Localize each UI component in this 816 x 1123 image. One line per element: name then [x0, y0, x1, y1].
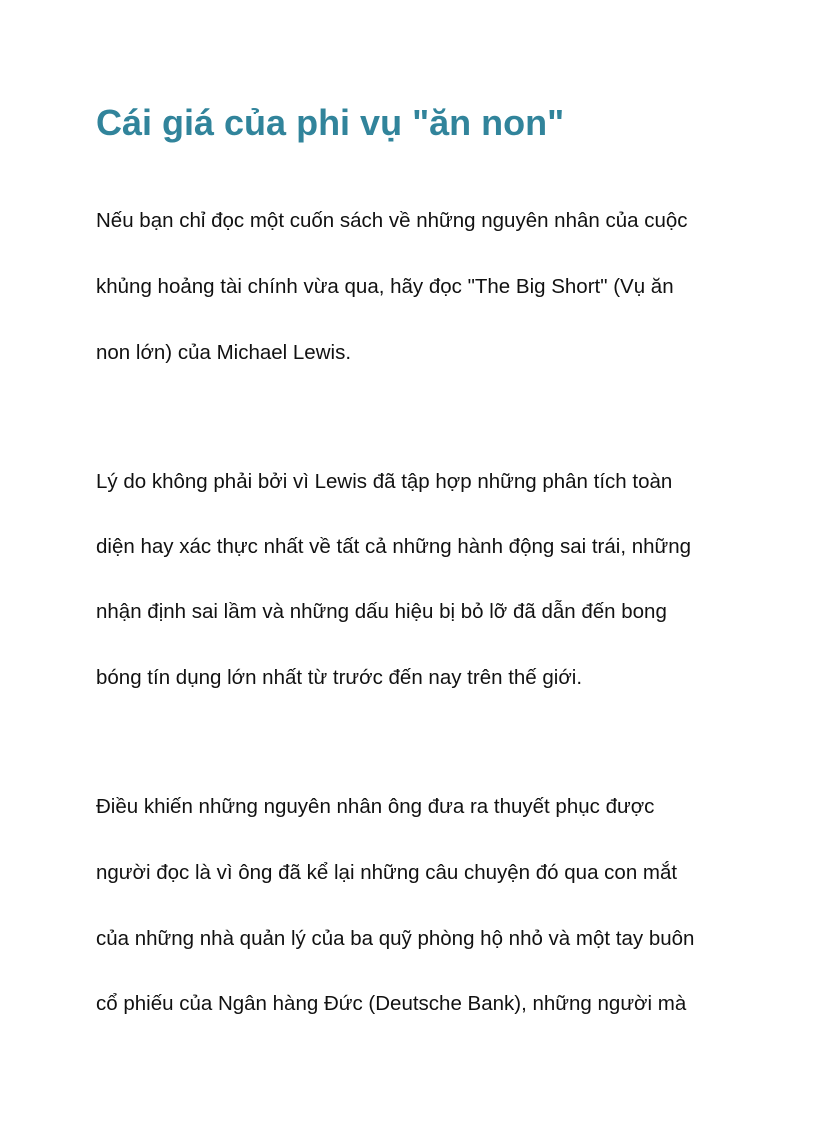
document-title: Cái giá của phi vụ "ăn non" [96, 102, 565, 143]
paragraph-line: người đọc là vì ông đã kể lại những câu chuyện đó qua con mắt [96, 861, 678, 884]
paragraph-line: khủng hoảng tài chính vừa qua, hãy đọc "The Big Short" (Vụ ăn [96, 275, 674, 298]
paragraph-line: diện hay xác thực nhất về tất cả những hành động sai trái, những [96, 535, 692, 558]
paragraph-line: bóng tín dụng lớn nhất từ trước đến nay trên thế giới. [96, 666, 583, 689]
paragraph-line: Lý do không phải bởi vì Lewis đã tập hợp những phân tích toàn [96, 470, 673, 493]
paragraph-line: Nếu bạn chỉ đọc một cuốn sách về những nguyên nhân của cuộc [96, 209, 688, 232]
paragraph-line: Điều khiến những nguyên nhân ông đưa ra thuyết phục được [96, 795, 655, 818]
paragraph-line: cổ phiếu của Ngân hàng Đức (Deutsche Bank), những người mà [96, 992, 687, 1015]
paragraph-line: non lớn) của Michael Lewis. [96, 341, 352, 364]
paragraph-line: của những nhà quản lý của ba quỹ phòng hộ nhỏ và một tay buôn [96, 927, 695, 950]
paragraph-line: nhận định sai lầm và những dấu hiệu bị bỏ lỡ đã dẫn đến bong [96, 600, 667, 623]
